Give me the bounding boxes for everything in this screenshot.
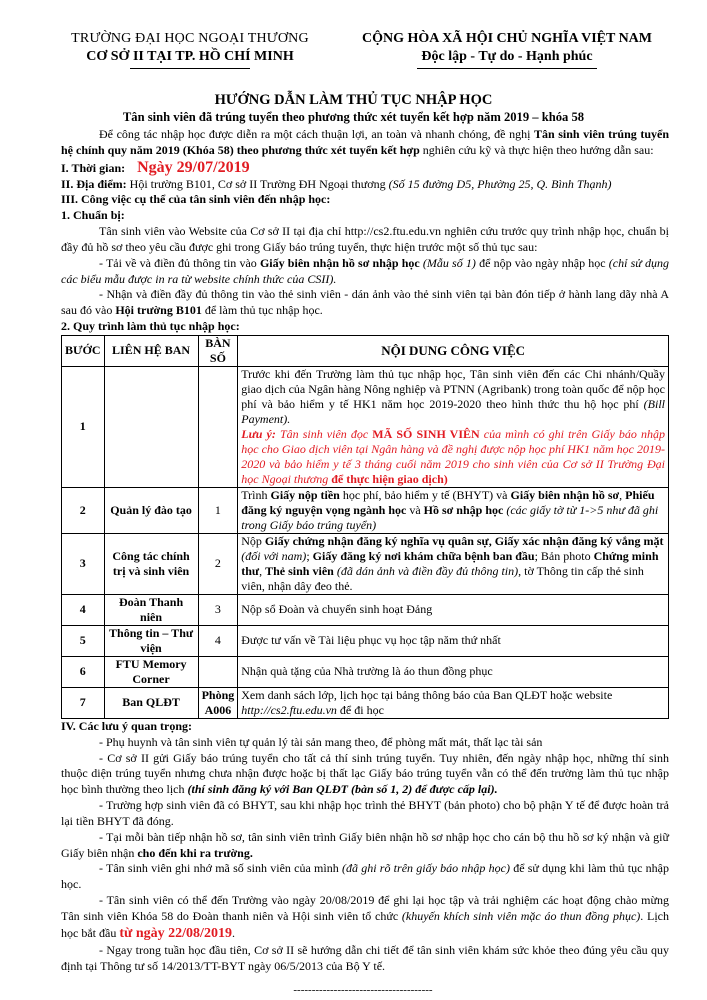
table-row bbox=[62, 687, 669, 718]
step-content: Nhận quà tặng của Nhà trường là áo thun đồng phục bbox=[238, 656, 669, 687]
n2a: - Cơ sở II gửi Giấy báo trúng tuyển cho tất cả thí sinh trúng tuyển. Tuy nhiên, đến ngày nhập học, những thí sinh thuộc diện trúng tuyển nhưng chưa nhận được hoặc bị thất lạc Giấy báo trúng tuyển vẫn có thể đến trường làm thủ tục nhập học bình thường theo lịch bbox=[61, 750, 669, 797]
note-c: của mình có ghi trên Giấy báo nhập học cho Giao dịch viên tại Ngân hàng và đề nghị được nộp học phí HK1 năm học 2019-2020 và bảo hiểm y tế 3 tháng cuối năm 2019 cho sinh viên của Cơ sở II Trường Đại học Ngoại thương bbox=[241, 426, 665, 486]
n5b: (đã ghi rõ trên giấy báo nhập học) bbox=[341, 861, 510, 876]
s3i: Thẻ sinh viên bbox=[265, 563, 334, 578]
s3f: ; Bản photo bbox=[534, 548, 594, 563]
note-item bbox=[61, 861, 669, 893]
page-subtitle: Tân sinh viên đã trúng tuyển theo phương thức xét tuyển kết hợp năm 2019 – khóa 58 bbox=[122, 110, 585, 124]
prep-paragraph-3 bbox=[61, 287, 669, 319]
step-dept: Công tác chính trị và sinh viên bbox=[104, 533, 198, 594]
step-desk: 4 bbox=[198, 625, 238, 656]
section-time bbox=[61, 159, 669, 177]
s2e: , bbox=[619, 487, 626, 502]
col-desk: BÀN SỐ bbox=[198, 335, 238, 366]
step-desk: Phòng A006 bbox=[198, 687, 238, 718]
n2b: (thí sinh đăng ký với Ban QLĐT (bàn số 1, 2) để được cấp lại). bbox=[187, 782, 498, 797]
national-header bbox=[322, 30, 692, 69]
s7b: để đi học bbox=[336, 702, 384, 717]
prep3-text: - Nhận và điền đầy đủ thông tin vào thẻ sinh viên - dán ảnh vào thẻ sinh viên tại bàn đón tiếp ở hành lang dãy nhà A sau đó vào bbox=[61, 287, 669, 318]
s2d: Giấy biên nhận hồ sơ bbox=[510, 487, 620, 502]
class-start-date: từ ngày 22/08/2019 bbox=[119, 925, 232, 941]
prep-text: Tân sinh viên vào Website của Cơ sở II tại địa chỉ bbox=[99, 224, 345, 239]
col-content: NỘI DUNG CÔNG VIỆC bbox=[238, 335, 669, 366]
prep2-note: (chỉ sử dụng các biểu mẫu được in ra từ website chính thức của CSII). bbox=[61, 255, 669, 286]
note-a: Tân sinh viên đọc bbox=[275, 426, 373, 441]
note-item: - Ngay trong tuần học đầu tiên, Cơ sở II sẽ hướng dẫn chi tiết để tân sinh viên khám sức khỏe theo đúng yêu cầu quy định tại Thông tư số 14/2013/TT-BYT ngày 06/5/2013 của Bộ Y tế. bbox=[61, 943, 669, 973]
step-number: 1 bbox=[62, 366, 105, 487]
note-item: - Trường hợp sinh viên đã có BHYT, sau khi nhập học trình thẻ BHYT (bản photo) cho bộ phận Y tế để được hoàn trả lại tiền BHYT đã đóng. bbox=[61, 798, 669, 828]
step-dept: Đoàn Thanh niên bbox=[104, 594, 198, 625]
table-row bbox=[62, 533, 669, 594]
prep-text-end: nghiên cứu trước quy trình nhập học, chuẩn bị đầy đủ hồ sơ theo yêu cầu được ghi trong Giấy báo trúng tuyển, thực hiện trước một số thủ tục sau: bbox=[61, 224, 669, 254]
step-dept: Thông tin – Thư viện bbox=[104, 625, 198, 656]
table-row bbox=[62, 366, 669, 487]
section-place-label: II. Địa điểm: bbox=[61, 176, 127, 191]
step-number: 5 bbox=[62, 625, 105, 656]
note-item bbox=[61, 751, 669, 798]
receipt-form-name: Giấy biên nhận hồ sơ nhập học bbox=[259, 255, 420, 270]
step-number: 6 bbox=[62, 656, 105, 687]
hall-name: Hội trường B101 bbox=[115, 303, 202, 318]
s2a: Trình bbox=[241, 487, 271, 502]
s3k: , tờ Thông tin cấp thẻ sinh viên, nhận dây đeo thẻ. bbox=[241, 563, 644, 593]
national-motto: Độc lập - Tự do - Hạnh phúc bbox=[421, 49, 593, 65]
s2b: Giấy nộp tiền bbox=[270, 487, 340, 502]
table-row bbox=[62, 625, 669, 656]
note-d: để thực hiện giao dịch) bbox=[331, 471, 448, 486]
school-name: TRƯỜNG ĐẠI HỌC NGOẠI THƯƠNG bbox=[71, 31, 309, 46]
n4b: cho đến khi ra trường. bbox=[137, 845, 253, 860]
step-desk bbox=[198, 656, 238, 687]
section-time-label: I. Thời gian: bbox=[61, 160, 126, 175]
table-row bbox=[62, 594, 669, 625]
table-row bbox=[62, 487, 669, 533]
step-dept: Quản lý đào tạo bbox=[104, 487, 198, 533]
table-row bbox=[62, 656, 669, 687]
step-number: 2 bbox=[62, 487, 105, 533]
s3g: Chứng minh thư bbox=[241, 548, 659, 578]
student-id-emphasis: MÃ SỐ SINH VIÊN bbox=[372, 426, 480, 441]
n5c: để sử dụng khi làm thủ tục nhập học. bbox=[61, 861, 670, 892]
document-body bbox=[61, 127, 669, 975]
note-item bbox=[61, 830, 669, 862]
s3e: Giấy đăng ký nơi khám chữa bệnh ban đầu bbox=[312, 548, 535, 563]
step-content: Nộp sổ Đoàn và chuyển sinh hoạt Đảng bbox=[238, 594, 669, 625]
campus-name: CƠ SỞ II TẠI TP. HỒ CHÍ MINH bbox=[86, 49, 294, 65]
intro-bold: Tân sinh viên trúng tuyển hệ chính quy năm 2019 (Khóa 58) theo phương thức xét tuyển kết hợp bbox=[61, 127, 670, 157]
s3j: (đã dán ảnh và điền đầy đủ thông tin) bbox=[333, 563, 519, 578]
intro-paragraph bbox=[61, 127, 669, 159]
prep-paragraph-1 bbox=[61, 224, 669, 256]
note-label: Lưu ý: bbox=[241, 426, 276, 441]
schedule-link[interactable]: http://cs2.ftu.edu.vn bbox=[241, 702, 337, 717]
prep-paragraph-2 bbox=[61, 256, 669, 288]
section-tasks: III. Công việc cụ thể của tân sinh viên đến nhập học: bbox=[61, 192, 331, 207]
n5a: - Tân sinh viên ghi nhớ mã số sinh viên của mình bbox=[99, 861, 342, 876]
notes-label: IV. Các lưu ý quan trọng: bbox=[61, 718, 193, 733]
website-link[interactable]: http://cs2.ftu.edu.vn bbox=[344, 224, 442, 239]
step-number: 3 bbox=[62, 533, 105, 594]
s3c: (đối với nam) bbox=[241, 548, 307, 563]
s3b: Giấy chứng nhận đăng ký nghĩa vụ quân sự, Giấy xác nhận đăng ký vắng mặt bbox=[264, 533, 664, 548]
col-dept: LIÊN HỆ BAN bbox=[104, 335, 198, 366]
s3h: , bbox=[259, 563, 266, 578]
prep3-end: để làm thủ tục nhập học. bbox=[201, 303, 323, 318]
step-content bbox=[238, 687, 669, 718]
col-step: BƯỚC bbox=[62, 335, 105, 366]
prep2-mid: để nộp vào ngày nhập học bbox=[475, 255, 609, 270]
step-dept: Ban QLĐT bbox=[104, 687, 198, 718]
s3d: ; bbox=[306, 548, 313, 563]
header-underline-left bbox=[130, 68, 250, 69]
s7a: Xem danh sách lớp, lịch học tại bảng thông báo của Ban QLĐT hoặc website bbox=[241, 687, 613, 702]
footer-divider: -------------------------------------- bbox=[293, 984, 433, 996]
step-dept bbox=[104, 366, 198, 487]
step1-text: Trước khi đến Trường làm thủ tục nhập học, Tân sinh viên đến các Chi nhánh/Quầy giao dịch của Ngân hàng Nông nghiệp và PTNN (Agribank) trong toàn quốc để nộp học phí và bảo hiểm y tế HK1 năm học 2019-2020 theo hình thức thu hộ học phí bbox=[241, 366, 665, 411]
s2c: học phí, bảo hiểm y tế (BHYT) và bbox=[339, 487, 511, 502]
admission-date: Ngày 29/07/2019 bbox=[137, 158, 250, 176]
s2h: Hồ sơ nhập học bbox=[423, 502, 504, 517]
intro-text-end: nghiên cứu kỹ và thực hiện theo hướng dẫn sau: bbox=[419, 142, 654, 157]
n6b: (khuyến khích sinh viên mặc áo thun đồng phục) bbox=[401, 908, 641, 923]
s2i: (các giấy tờ từ 1->5 như đã ghi trong Giấy báo trúng tuyển) bbox=[241, 502, 659, 532]
prep2-text: - Tải về và điền đủ thông tin vào bbox=[99, 255, 260, 270]
form-number: (Mẫu số 1) bbox=[419, 255, 476, 270]
place-address: (Số 15 đường D5, Phường 25, Q. Bình Thạnh) bbox=[388, 176, 612, 191]
process-table bbox=[61, 335, 669, 719]
step-desk bbox=[198, 366, 238, 487]
step-desk: 3 bbox=[198, 594, 238, 625]
n6e: . bbox=[231, 925, 235, 940]
header-underline-right bbox=[417, 68, 597, 69]
step-number: 7 bbox=[62, 687, 105, 718]
page-title: HƯỚNG DẪN LÀM THỦ TỤC NHẬP HỌC bbox=[214, 92, 493, 108]
n4a: - Tại mỗi bàn tiếp nhận hồ sơ, tân sinh viên trình Giấy biên nhận hồ sơ nhập học cho cán bộ thu hồ sơ ký nhận và giữ Giấy biên nhận bbox=[61, 829, 669, 860]
s2g: và bbox=[406, 502, 424, 517]
bill-payment: (Bill Payment). bbox=[241, 396, 665, 426]
republic-name: CỘNG HÒA XÃ HỘI CHỦ NGHĨA VIỆT NAM bbox=[361, 31, 652, 46]
school-header bbox=[40, 30, 340, 69]
note-item: - Phụ huynh và tân sinh viên tự quản lý tài sản mang theo, để phòng mất mát, thất lạc tài sản bbox=[99, 734, 543, 749]
section-place bbox=[61, 177, 669, 193]
step-desk: 2 bbox=[198, 533, 238, 594]
n6c: . Lịch học bắt đầu bbox=[61, 908, 669, 940]
prep-label: 1. Chuẩn bị: bbox=[61, 208, 125, 223]
intro-text: Để công tác nhập học được diễn ra một cách thuận lợi, an toàn và nhanh chóng, đề nghị bbox=[99, 127, 534, 141]
n6a: - Tân sinh viên có thể đến Trường vào ngày 20/08/2019 để ghi lại học tập và trải nghiệm các hoạt động chào mừng Tân sinh viên Khóa 58 do Đoàn thanh niên và Hội sinh viên tổ chức bbox=[61, 893, 669, 923]
place-name: Hội trường B101, Cơ sở II Trường ĐH Ngoại thương bbox=[126, 176, 389, 191]
step-content bbox=[238, 533, 669, 594]
step-content: Được tư vấn về Tài liệu phục vụ học tập năm thứ nhất bbox=[238, 625, 669, 656]
step-dept: FTU Memory Corner bbox=[104, 656, 198, 687]
s3a: Nộp bbox=[241, 533, 265, 548]
table-header-row bbox=[62, 335, 669, 366]
process-label: 2. Quy trình làm thủ tục nhập học: bbox=[61, 319, 240, 334]
step-content bbox=[238, 366, 669, 487]
step-content bbox=[238, 487, 669, 533]
note-item bbox=[61, 893, 669, 943]
step-desk: 1 bbox=[198, 487, 238, 533]
step-number: 4 bbox=[62, 594, 105, 625]
s2f: Phiếu đăng ký nguyện vọng ngành học bbox=[241, 487, 655, 517]
